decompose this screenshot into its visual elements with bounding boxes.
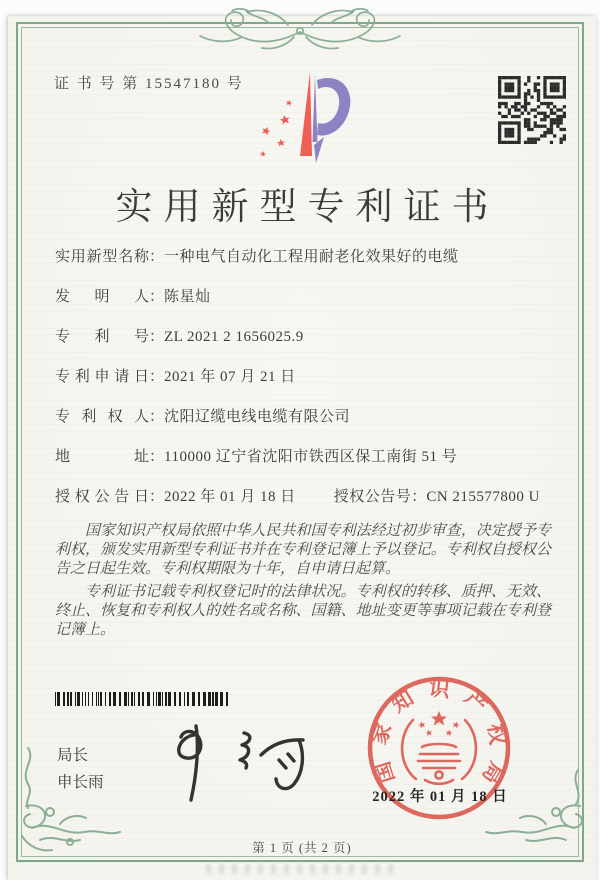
legal-paragraph-2: 专利证书记载专利权登记时的法律状况。专利权的转移、质押、无效、终止、恢复和专利权人的姓名或名称、国籍、地址变更等事项记载在专利登记簿上。 [55,583,551,639]
field-value: 110000 辽宁省沈阳市铁西区保工南街 51 号 [164,449,458,465]
grant-pub-no-value: CN 215577800 U [426,489,540,505]
seal-ring-text: 国家知识产权局 [366,675,512,800]
legal-text [55,522,551,643]
field-label: 专利号 [55,329,149,345]
field-row-inventor: 发明人：陈星灿 [55,289,211,305]
field-row-address: 地址：110000 辽宁省沈阳市铁西区保工南街 51 号 [55,449,458,465]
field-label: 发明人 [55,289,149,305]
page2-showthrough [206,864,396,874]
signer-name: 申长雨 [57,774,104,791]
field-row-grant: 授权公告日：2022 年 01 月 18 日 授权公告号：CN 215577800 U [55,489,540,505]
field-label: 实用新型名称 [55,249,149,265]
field-value: 2022 年 01 月 18 日 [164,489,296,505]
national-emblem [402,720,476,784]
barcode-icon [55,692,229,706]
qr-code-icon [498,76,566,144]
top-scroll-ornament-icon [190,6,410,56]
field-value: ZL 2021 2 1656025.9 [164,329,304,345]
page-number: 第 1 页 (共 2 页) [252,841,352,855]
signer-role: 局长 [57,747,89,764]
certificate-paper [8,16,596,880]
certificate-title: 实用新型专利证书 [115,187,500,228]
field-value: 一种电气自动化工程用耐老化效果好的电缆 [164,249,459,265]
certificate-number: 证 书 号 第 15547180 号 [54,76,244,92]
field-row-patent-no: 专利号：ZL 2021 2 1656025.9 [55,329,304,345]
field-label: 授权公告日 [55,489,149,505]
field-label: 专利权人 [55,409,149,425]
legal-paragraph-1: 国家知识产权局依照中华人民共和国专利法经过初步审查，决定授予专利权，颁发实用新型专利证书并在专利登记簿上予以登记。专利权自授权公告之日起生效。专利权期限为十年，自申请日起算。 [55,523,551,578]
cnipa-logo-icon [248,68,360,164]
field-row-filing-date: 专利申请日：2021 年 07 月 21 日 [55,369,296,385]
field-value: 陈星灿 [164,289,211,305]
svg-text:国家知识产权局 [366,676,511,800]
field-list [55,248,555,506]
field-row-patentee: 专利权人：沈阳辽缆电线电缆有限公司 [55,409,351,425]
field-row-name: 实用新型名称：一种电气自动化工程用耐老化效果好的电缆 [55,249,459,265]
field-label: 专利申请日 [55,369,149,385]
field-label: 地址 [55,449,149,465]
grant-pub-no-label: 授权公告号 [333,489,412,505]
field-value: 沈阳辽缆电线电缆有限公司 [164,409,351,425]
seal-date: 2022 年 01 月 18 日 [372,789,508,805]
field-value: 2021 年 07 月 21 日 [164,369,296,385]
signature-icon [160,713,315,808]
